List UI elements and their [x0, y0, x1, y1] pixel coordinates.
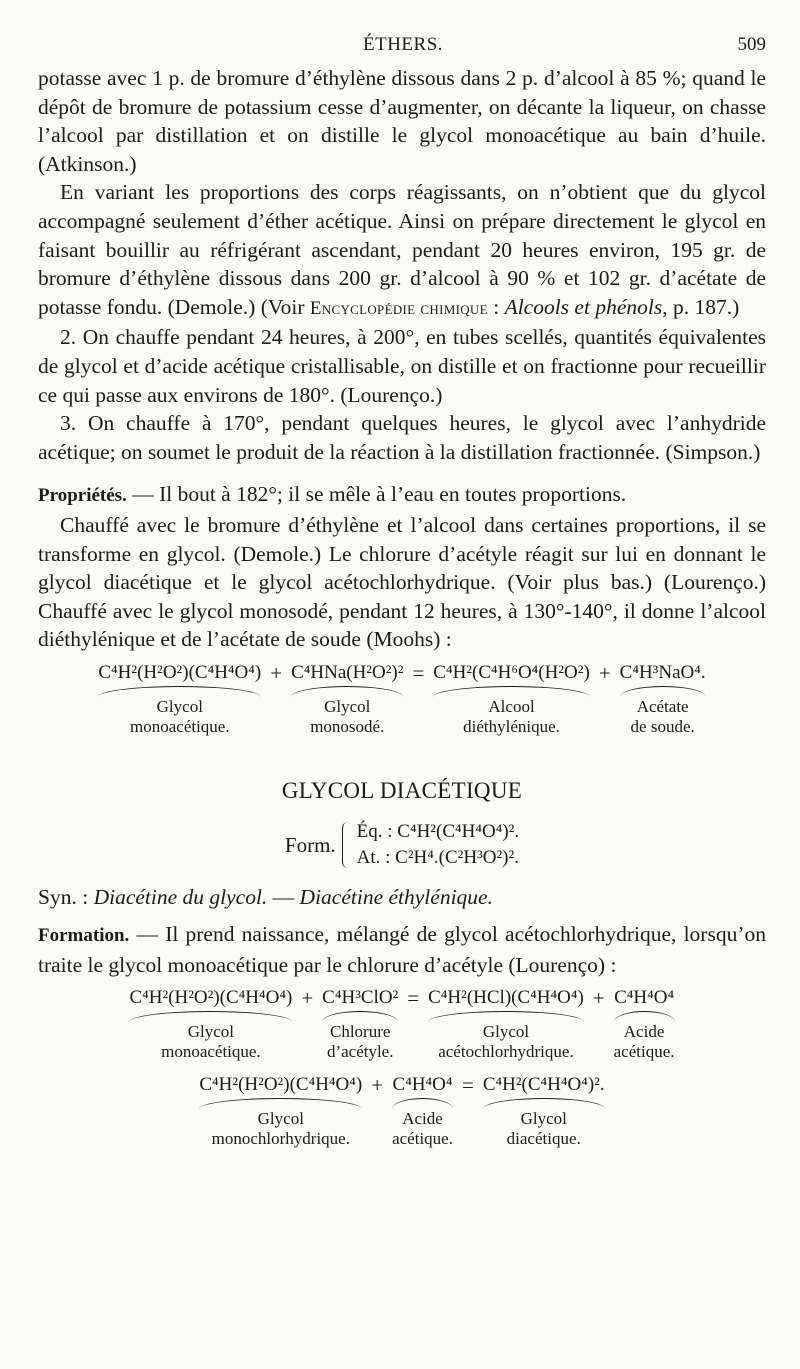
- formula-atomic: At. : C²H⁴.(C²H³O²)².: [356, 847, 519, 869]
- term-label: Glycol: [324, 696, 371, 716]
- paragraph-text: — Il bout à 182°; il se mêle à l’eau en toutes proportions.: [126, 482, 627, 507]
- underbrace: [199, 1098, 362, 1109]
- section-title: GLYCOL DIACÉTIQUE: [281, 777, 523, 803]
- underbrace: [392, 1098, 453, 1109]
- equation: [38, 987, 766, 1062]
- brace: [342, 822, 351, 868]
- equation-operator: =: [461, 1073, 474, 1098]
- chemical-formula: C⁴HNa(H²O²)²: [291, 661, 404, 683]
- paragraph: [38, 178, 766, 323]
- colon: :: [487, 294, 505, 319]
- equation-operator: +: [301, 986, 314, 1011]
- equation: [38, 662, 766, 737]
- running-title: ÉTHERS.: [362, 34, 444, 55]
- underbrace: [428, 1011, 584, 1022]
- term-label: diacétique.: [506, 1129, 581, 1149]
- term-label: Acétate: [636, 696, 689, 716]
- paragraph-text: — Il prend naissance, mélangé de glycol acétochlorhydrique, lorsqu’on traite le glycol monoacétique par le chlorure d’acétyle (Lourenço) :: [38, 922, 766, 977]
- section-label: Propriétés.: [38, 485, 127, 507]
- equation-term: [199, 1074, 362, 1149]
- chemical-formula: C⁴H²(HCl)(C⁴H⁴O⁴): [428, 987, 584, 1009]
- page-number: 509: [737, 34, 766, 55]
- chemical-formula: C⁴H⁴O⁴: [392, 1074, 453, 1096]
- formula-block: [38, 819, 766, 871]
- term-label: acétochlorhydrique.: [438, 1042, 574, 1062]
- spacer: [38, 912, 766, 920]
- term-label: Chlorure: [330, 1022, 391, 1042]
- equation-term: [291, 662, 403, 737]
- chemical-formula: C⁴H²(C⁴H⁶O⁴(H²O²): [433, 661, 590, 683]
- term-label: Glycol: [520, 1109, 567, 1129]
- formula-equivalent: Éq. : C⁴H²(C⁴H⁴O⁴)².: [356, 821, 520, 843]
- term-label: de soude.: [630, 716, 695, 736]
- running-header: [40, 34, 766, 60]
- equation-term: [433, 662, 590, 737]
- equation-term: [483, 1074, 605, 1149]
- synonym: Diacétine éthylénique.: [299, 885, 493, 910]
- equation-operator: +: [592, 986, 605, 1011]
- underbrace: [98, 686, 261, 697]
- chemical-formula: C⁴H³NaO⁴.: [619, 661, 706, 683]
- synonyms: [38, 883, 766, 912]
- term-label: acétique.: [613, 1042, 675, 1062]
- term-label: monoacétique.: [130, 716, 230, 736]
- reference-small-caps: Encyclopédie chimique: [309, 297, 488, 319]
- term-label: Glycol: [482, 1022, 530, 1042]
- underbrace: [129, 1011, 292, 1022]
- paragraph-formation: [38, 920, 766, 979]
- paragraph: potasse avec 1 p. de bromure d’éthylène dissous dans 2 p. d’alcool à 85 %; quand le dépôt de bromure de potassium cesse d’augmenter, on décante la liqueur, on chasse l’alcool par distillation et on distille le glycol monoacétique au bain d’huile. (Atkinson.): [38, 66, 766, 176]
- equation: [38, 1074, 766, 1149]
- paragraph: Chauffé avec le bromure d’éthylène et l’alcool dans certaines proportions, il se transforme en glycol. (Demole.) Le chlorure d’acétyle réagit sur lui en donnant le glycol diacétique et le glycol acétochlorhydrique. (Voir plus bas.) (Lourenço.) Chauffé avec le glycol monosodé, pendant 12 heures, à 130°-140°, il donne l’alcool diéthylénique et de l’acétate de soude (Moohs) :: [38, 512, 766, 652]
- underbrace: [483, 1098, 605, 1109]
- equation-term: [392, 1074, 453, 1149]
- section-label: Formation.: [38, 925, 130, 947]
- term-label: Glycol: [187, 1022, 235, 1042]
- term-label: Acide: [402, 1109, 443, 1129]
- chemical-formula: C⁴H²(H²O²)(C⁴H⁴O⁴): [199, 1074, 363, 1096]
- page-body: [38, 64, 766, 1149]
- underbrace: [291, 686, 403, 697]
- underbrace: [620, 686, 706, 697]
- equation-term: [614, 987, 675, 1062]
- equation-term: [129, 987, 292, 1062]
- term-label: monoacétique.: [161, 1042, 261, 1062]
- equation-term: [620, 662, 706, 737]
- underbrace: [614, 1011, 675, 1022]
- spacer: [38, 466, 766, 480]
- equation-term: [322, 987, 398, 1062]
- equation-operator: +: [371, 1073, 384, 1098]
- underbrace: [433, 686, 590, 697]
- equation-operator: +: [598, 660, 611, 685]
- formula-lines: [357, 819, 519, 871]
- chemical-formula: C⁴H²(C⁴H⁴O⁴)².: [482, 1074, 605, 1096]
- term-label: Acide: [623, 1022, 665, 1042]
- term-label: diéthylénique.: [463, 716, 560, 736]
- chemical-formula: C⁴H²(H²O²)(C⁴H⁴O⁴): [129, 987, 293, 1009]
- syn-prefix: Syn. :: [38, 885, 94, 910]
- paragraph-proprietes: [38, 480, 766, 511]
- chemical-formula: C⁴H³ClO²: [322, 987, 399, 1009]
- syn-sep: —: [267, 885, 300, 910]
- term-label: Glycol: [257, 1109, 304, 1129]
- underbrace: [322, 1011, 398, 1022]
- equation-operator: =: [407, 986, 420, 1011]
- synonym: Diacétine du glycol.: [93, 885, 268, 910]
- paragraph: 2. On chauffe pendant 24 heures, à 200°, en tubes scellés, quantités équivalentes de glycol et d’acide acétique cristallisable, on distille et on fractionne pour recueillir ce qui passe aux environs de 180°. (Lourenço.): [38, 325, 766, 407]
- chemical-formula: C⁴H²(H²O²)(C⁴H⁴O⁴): [98, 661, 262, 683]
- paragraph: 3. On chauffe à 170°, pendant quelques heures, le glycol avec l’anhydride acétique; on soumet le produit de la réaction à la distillation fractionnée. (Simpson.): [38, 411, 766, 464]
- equation-operator: +: [270, 660, 283, 685]
- term-label: Glycol: [156, 696, 203, 716]
- formula-label: Form.: [284, 833, 336, 858]
- chemical-formula: C⁴H⁴O⁴: [614, 987, 675, 1009]
- term-label: acétique.: [392, 1129, 453, 1149]
- equation-term: [98, 662, 261, 737]
- equation-term: [428, 987, 584, 1062]
- term-label: Alcool: [488, 696, 535, 716]
- equation-operator: =: [412, 660, 425, 685]
- paragraph-text: En variant les proportions des corps réagissants, on n’obtient que du glycol accompagné seulement d’éther acétique. Ainsi on prépare directement le glycol en faisant bouillir au réfrigérant ascendant, pendant 20 heures environ, 195 gr. de bromure d’éthylène dissous dans 200 gr. d’alcool à 90 % et 102 gr. d’acétate de potasse fondu. (Demole.) (Voir: [38, 180, 766, 319]
- term-label: monosodé.: [310, 716, 385, 736]
- reference-title: Alcools et phénols: [504, 294, 663, 319]
- term-label: monochlorhydrique.: [211, 1129, 350, 1149]
- paragraph-text: , p. 187.): [662, 294, 740, 319]
- term-label: d’acétyle.: [326, 1042, 394, 1062]
